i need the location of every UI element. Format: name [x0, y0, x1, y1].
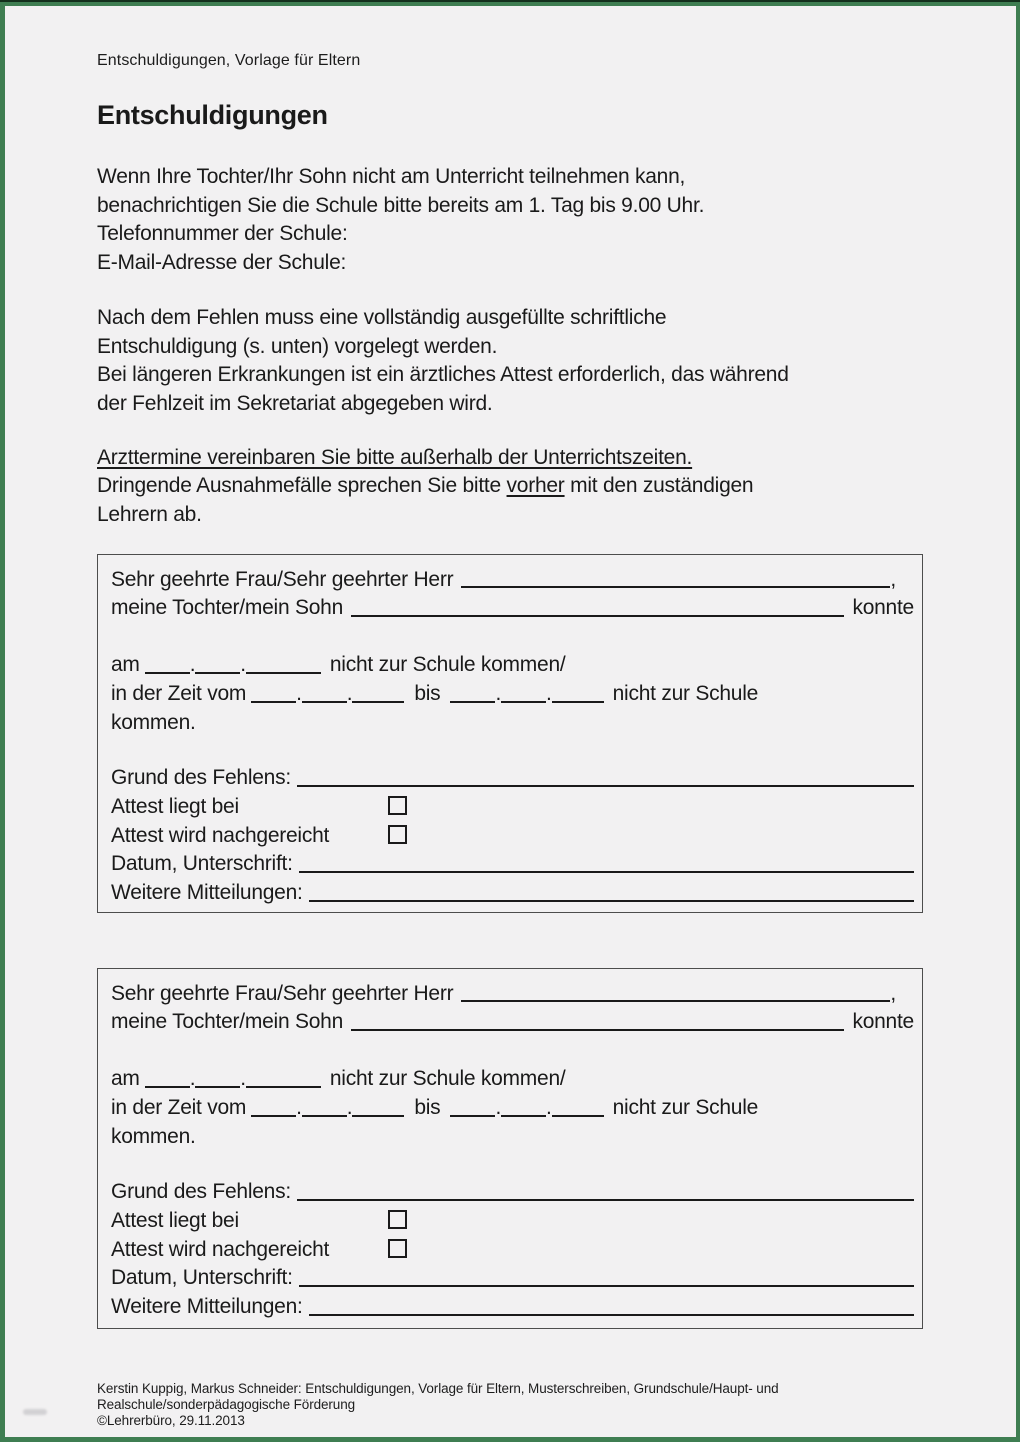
attest-enclosed-checkbox-icon [388, 1210, 407, 1229]
salutation-label: Sehr geehrte Frau/Sehr geehrter Herr [111, 567, 454, 591]
date-separator-dot: . [296, 681, 302, 705]
page-title: Entschuldigungen [97, 100, 328, 130]
rules-paragraph: Nach dem Fehlen muss eine vollständig ausgefüllte schriftliche Entschuldigung (s. unten) vorgelegt werden. Bei längeren Erkrankungen ist ein ärztliches Attest erforderlich, das während der Fehlzeit im Sekretariat abgegeben wird. [97, 305, 789, 415]
day-blank [145, 670, 190, 674]
from-year-blank [352, 1113, 404, 1117]
appointments-line2-before: Dringende Ausnahmefälle sprechen Sie bitte [97, 474, 507, 498]
date-signature-row [111, 1264, 914, 1293]
single-date-row [111, 651, 914, 680]
to-day-blank [450, 699, 495, 703]
appointments-line2 [97, 472, 923, 501]
attest-later-checkbox-icon [388, 1239, 407, 1258]
attest-enclosed-label: Attest liegt bei [111, 1208, 239, 1232]
salutation-row [111, 980, 914, 1009]
date-range-row [111, 680, 914, 709]
attest-later-row [111, 1236, 914, 1265]
date-signature-label: Datum, Unterschrift: [111, 852, 293, 876]
excuse-form-box-slot-1 [97, 554, 923, 913]
attest-later-checkbox-icon [388, 825, 407, 844]
to-year-blank [552, 1113, 604, 1117]
box-spacer [111, 1151, 914, 1178]
date-signature-label: Datum, Unterschrift: [111, 1266, 293, 1290]
date-separator-dot: . [296, 1095, 302, 1119]
to-year-blank [552, 699, 604, 703]
notes-row [111, 879, 914, 908]
range-suffix: nicht zur Schule [612, 1095, 759, 1119]
date-signature-blank-line [299, 1285, 914, 1287]
salutation-blank-line [461, 586, 890, 588]
range-prefix: in der Zeit vom [111, 681, 247, 705]
single-date-row [111, 1065, 914, 1094]
salutation-suffix: , [890, 981, 896, 1005]
date-signature-blank-line [299, 871, 914, 873]
single-date-suffix: nicht zur Schule kommen/ [329, 1067, 566, 1091]
single-date-prefix: am [111, 1067, 140, 1091]
appointments-line2-after: mit den zuständigen [564, 474, 754, 498]
year-blank [246, 670, 321, 674]
date-separator-dot: . [495, 1095, 502, 1119]
reason-blank-line [297, 785, 914, 787]
reason-blank-line [297, 1199, 914, 1201]
attest-enclosed-label: Attest liegt bei [111, 794, 239, 818]
appointments-line3: Lehrern ab. [97, 503, 202, 527]
document-page [5, 6, 1016, 1437]
date-separator-dot: . [546, 1095, 552, 1119]
range-suffix: nicht zur Schule [612, 681, 759, 705]
child-label: meine Tochter/mein Sohn [111, 596, 343, 620]
child-label: meine Tochter/mein Sohn [111, 1010, 343, 1034]
attest-later-label: Attest wird nachgereicht [111, 1237, 330, 1261]
excuse-form-box-slot-2 [97, 968, 923, 1329]
box-spacer [111, 737, 914, 764]
day-blank [145, 1084, 190, 1088]
range-prefix: in der Zeit vom [111, 1095, 247, 1119]
from-month-blank [302, 699, 347, 703]
month-blank [195, 1084, 240, 1088]
box-spacer [111, 1037, 914, 1065]
range-middle: bis [414, 681, 441, 705]
single-date-suffix: nicht zur Schule kommen/ [329, 653, 566, 677]
child-suffix: konnte [852, 1010, 914, 1034]
attest-enclosed-row [111, 1207, 914, 1236]
excuse-form-box-1 [97, 554, 923, 913]
date-separator-dot: . [495, 681, 502, 705]
document-content [97, 6, 923, 1429]
child-name-row [111, 1008, 914, 1037]
appointments-line2-underlined-word: vorher [506, 474, 565, 498]
attest-later-label: Attest wird nachgereicht [111, 823, 330, 847]
year-blank [246, 1084, 321, 1088]
to-month-blank [501, 1113, 546, 1117]
date-range-tail: kommen. [111, 1124, 196, 1148]
to-day-blank [450, 1113, 495, 1117]
notes-label: Weitere Mitteilungen: [111, 881, 303, 905]
notes-blank-line [309, 900, 914, 902]
child-name-row [111, 594, 914, 623]
appointments-paragraph [97, 444, 923, 530]
salutation-row [111, 566, 914, 595]
from-month-blank [302, 1113, 347, 1117]
child-suffix: konnte [852, 596, 914, 620]
intro-paragraph: Wenn Ihre Tochter/Ihr Sohn nicht am Unterricht teilnehmen kann, benachrichtigen Sie die Schule bitte bereits am 1. Tag bis 9.00 Uhr. Telefonnummer der Schule: E-Mail-Adresse der Schule: [97, 165, 705, 275]
salutation-suffix: , [890, 567, 896, 591]
child-name-blank-line [351, 615, 844, 617]
date-separator-dot: . [346, 1095, 353, 1119]
date-separator-dot: . [346, 681, 353, 705]
attest-later-row [111, 822, 914, 851]
notes-blank-line [309, 1314, 914, 1316]
date-separator-dot: . [240, 1067, 246, 1091]
date-range-tail: kommen. [111, 710, 196, 734]
attest-enclosed-row [111, 793, 914, 822]
from-day-blank [251, 1113, 296, 1117]
appointments-line1 [97, 444, 923, 473]
date-range-row [111, 1094, 914, 1123]
to-month-blank [501, 699, 546, 703]
reason-row [111, 764, 914, 793]
box-spacer [111, 623, 914, 651]
date-separator-dot: . [189, 653, 196, 677]
reason-label: Grund des Fehlens: [111, 766, 291, 790]
attest-enclosed-checkbox-icon [388, 796, 407, 815]
appointments-underlined-sentence: Arzttermine vereinbaren Sie bitte außerhalb der Unterrichtszeiten. [97, 445, 693, 469]
watermark-smudge [23, 1409, 47, 1415]
excuse-form-box-2 [97, 968, 923, 1329]
single-date-prefix: am [111, 653, 140, 677]
date-separator-dot: . [189, 1067, 196, 1091]
salutation-blank-line [461, 1000, 890, 1002]
date-separator-dot: . [546, 681, 552, 705]
frame-top-line [0, 0, 1020, 2]
notes-label: Weitere Mitteilungen: [111, 1295, 303, 1319]
from-year-blank [352, 699, 404, 703]
date-signature-row [111, 850, 914, 879]
notes-row [111, 1293, 914, 1322]
reason-label: Grund des Fehlens: [111, 1180, 291, 1204]
range-middle: bis [414, 1095, 441, 1119]
reason-row [111, 1178, 914, 1207]
footer-credit: Kerstin Kuppig, Markus Schneider: Entschuldigungen, Vorlage für Eltern, Musterschreiben, Grundschule/Haupt- und Realschule/sonderpädagogische Förderung ©Lehrerbüro, 29.11.2013 [97, 1380, 779, 1429]
from-day-blank [251, 699, 296, 703]
month-blank [195, 670, 240, 674]
date-separator-dot: . [240, 653, 246, 677]
child-name-blank-line [351, 1029, 844, 1031]
salutation-label: Sehr geehrte Frau/Sehr geehrter Herr [111, 981, 454, 1005]
document-header-label: Entschuldigungen, Vorlage für Eltern [97, 52, 361, 69]
